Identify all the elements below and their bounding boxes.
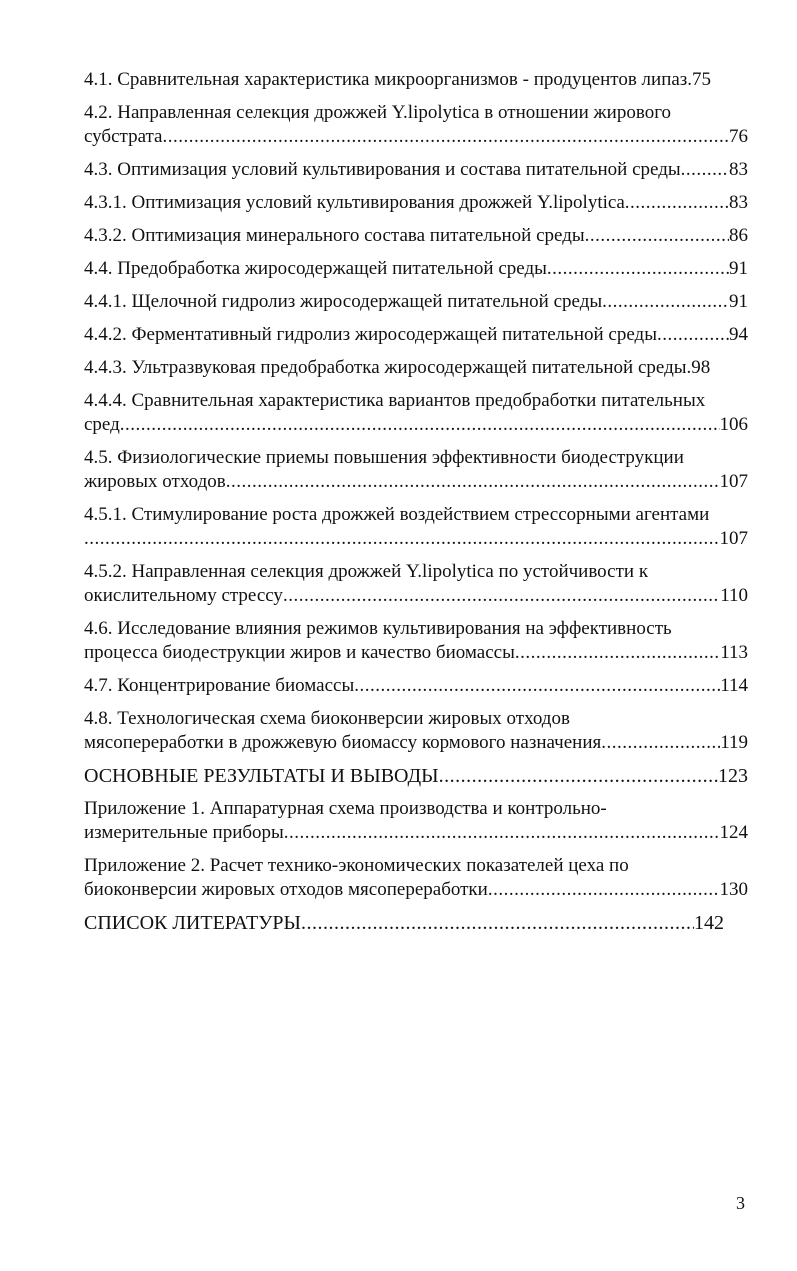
leader-dots bbox=[226, 470, 720, 494]
leader-dots bbox=[602, 290, 729, 314]
toc-entry-4-3 bbox=[84, 158, 748, 182]
leader-dots bbox=[120, 413, 720, 437]
toc-entry-4-7 bbox=[84, 674, 748, 698]
toc-entry-text: сред bbox=[84, 414, 120, 435]
leader-dots bbox=[515, 641, 720, 665]
toc-entry-page: .98 bbox=[686, 357, 711, 378]
toc-entry-text: ОСНОВНЫЕ РЕЗУЛЬТАТЫ И ВЫВОДЫ bbox=[84, 765, 439, 787]
toc-entry-text: измерительные приборы bbox=[84, 822, 284, 843]
toc-entry-page: 123 bbox=[718, 765, 748, 787]
toc-entry-page: 83 bbox=[729, 159, 748, 180]
toc-entry-page: 106 bbox=[719, 414, 748, 435]
toc-entry-text: СПИСОК ЛИТЕРАТУРЫ bbox=[84, 912, 301, 934]
toc-entry-text-line1: Приложение 2. Расчет технико-экономических показателей цеха по bbox=[84, 855, 629, 876]
toc-entry-4-2 bbox=[84, 101, 748, 149]
toc-entry-appendix-2 bbox=[84, 854, 748, 902]
toc-entry-4-4-1 bbox=[84, 290, 748, 314]
leader-dots bbox=[283, 584, 720, 608]
toc-entry-4-8 bbox=[84, 707, 748, 755]
toc-entry-text: 4.4. Предобработка жиросодержащей питательной среды bbox=[84, 258, 547, 279]
toc-entry-text: 4.1. Сравнительная характеристика микроорганизмов - продуцентов липаз bbox=[84, 69, 688, 90]
leader-dots bbox=[657, 323, 729, 347]
toc-entry-4-5-2 bbox=[84, 560, 748, 608]
leader-dots bbox=[162, 125, 729, 149]
leader-dots bbox=[601, 731, 720, 755]
leader-dots bbox=[301, 911, 694, 935]
leader-dots bbox=[488, 878, 720, 902]
toc-entry-text-line1: 4.2. Направленная селекция дрожжей Y.lipolytica в отношении жирового bbox=[84, 102, 672, 123]
toc-entry-text-line1: 4.4.4. Сравнительная характеристика вариантов предобработки питательных bbox=[84, 390, 706, 411]
toc-entry-4-3-2 bbox=[84, 224, 748, 248]
toc-entry-page: 107 bbox=[719, 528, 748, 549]
toc-entry-text: 4.4.2. Ферментативный гидролиз жиросодержащей питательной среды bbox=[84, 324, 657, 345]
leader-dots bbox=[354, 674, 720, 698]
toc-entry-text-line1: 4.5. Физиологические приемы повышения эффективности биодеструкции bbox=[84, 447, 684, 468]
leader-dots bbox=[625, 191, 729, 215]
toc-entry-4-5 bbox=[84, 446, 748, 494]
page-number: 3 bbox=[736, 1193, 745, 1213]
toc-entry-4-3-1 bbox=[84, 191, 748, 215]
leader-dots bbox=[439, 764, 718, 788]
toc-entry-text: биоконверсии жировых отходов мясопереработки bbox=[84, 879, 488, 900]
toc-entry-4-6 bbox=[84, 617, 748, 665]
toc-entry-text: 4.3.2. Оптимизация минерального состава питательной среды bbox=[84, 225, 585, 246]
toc-entry-page: 114 bbox=[720, 675, 748, 696]
toc-entry-page: 76 bbox=[729, 126, 748, 147]
leader-dots bbox=[284, 821, 720, 845]
toc-entry-text: мясопереработки в дрожжевую биомассу кормового назначения bbox=[84, 732, 602, 753]
toc-entry-bibliography bbox=[84, 911, 724, 935]
toc-entry-text: 4.4.1. Щелочной гидролиз жиросодержащей питательной среды bbox=[84, 291, 603, 312]
toc-entry-text: жировых отходов bbox=[84, 471, 226, 492]
toc-entry-text-line1: 4.8. Технологическая схема биоконверсии жировых отходов bbox=[84, 708, 570, 729]
toc-entry-page: 113 bbox=[720, 642, 748, 663]
leader-dots bbox=[681, 158, 729, 182]
toc-entry-text-line1: 4.6. Исследование влияния режимов культивирования на эффективность bbox=[84, 618, 672, 639]
toc-entry-page: 142 bbox=[694, 912, 724, 934]
toc-entry-page: 119 bbox=[720, 732, 748, 753]
toc-entry-page: 124 bbox=[719, 822, 748, 843]
toc-entry-text: 4.7. Концентрирование биомассы bbox=[84, 675, 355, 696]
toc-entry-text: субстрата bbox=[84, 126, 163, 147]
toc-entry-page: 83 bbox=[729, 192, 748, 213]
toc-entry-4-4-3 bbox=[84, 356, 748, 380]
toc-entry-text-line1: 4.5.2. Направленная селекция дрожжей Y.lipolytica по устойчивости к bbox=[84, 561, 649, 582]
toc-entry-4-4-4 bbox=[84, 389, 748, 437]
toc-entry-4-4-2 bbox=[84, 323, 748, 347]
toc-entry-page: 91 bbox=[729, 258, 748, 279]
toc-entry-page: 110 bbox=[720, 585, 748, 606]
toc-entry-text-line1: Приложение 1. Аппаратурная схема производства и контрольно- bbox=[84, 798, 607, 819]
leader-dots bbox=[585, 224, 729, 248]
leader-dots bbox=[547, 257, 729, 281]
table-of-contents bbox=[84, 68, 748, 944]
toc-entry-text-line1: 4.5.1. Стимулирование роста дрожжей воздействием стрессорными агентами bbox=[84, 504, 710, 525]
toc-entry-text: 4.4.3. Ультразвуковая предобработка жиросодержащей питательной среды bbox=[84, 357, 687, 378]
toc-entry-page: 94 bbox=[729, 324, 748, 345]
toc-entry-page: 130 bbox=[719, 879, 748, 900]
toc-entry-4-4 bbox=[84, 257, 748, 281]
toc-entry-text: 4.3.1. Оптимизация условий культивирования дрожжей Y.lipolytica bbox=[84, 192, 625, 213]
toc-entry-text: 4.3. Оптимизация условий культивирования и состава питательной среды bbox=[84, 159, 681, 180]
toc-entry-results bbox=[84, 764, 748, 788]
toc-entry-page: 91 bbox=[729, 291, 748, 312]
toc-entry-4-5-1 bbox=[84, 503, 748, 551]
toc-entry-appendix-1 bbox=[84, 797, 748, 845]
toc-entry-4-1 bbox=[84, 68, 748, 92]
toc-entry-page: 107 bbox=[719, 471, 748, 492]
toc-entry-page: 86 bbox=[729, 225, 748, 246]
toc-entry-text: окислительному стрессу bbox=[84, 585, 283, 606]
leader-dots bbox=[84, 527, 720, 551]
toc-entry-page: .75 bbox=[687, 69, 712, 90]
toc-entry-text: процесса биодеструкции жиров и качество биомассы bbox=[84, 642, 515, 663]
